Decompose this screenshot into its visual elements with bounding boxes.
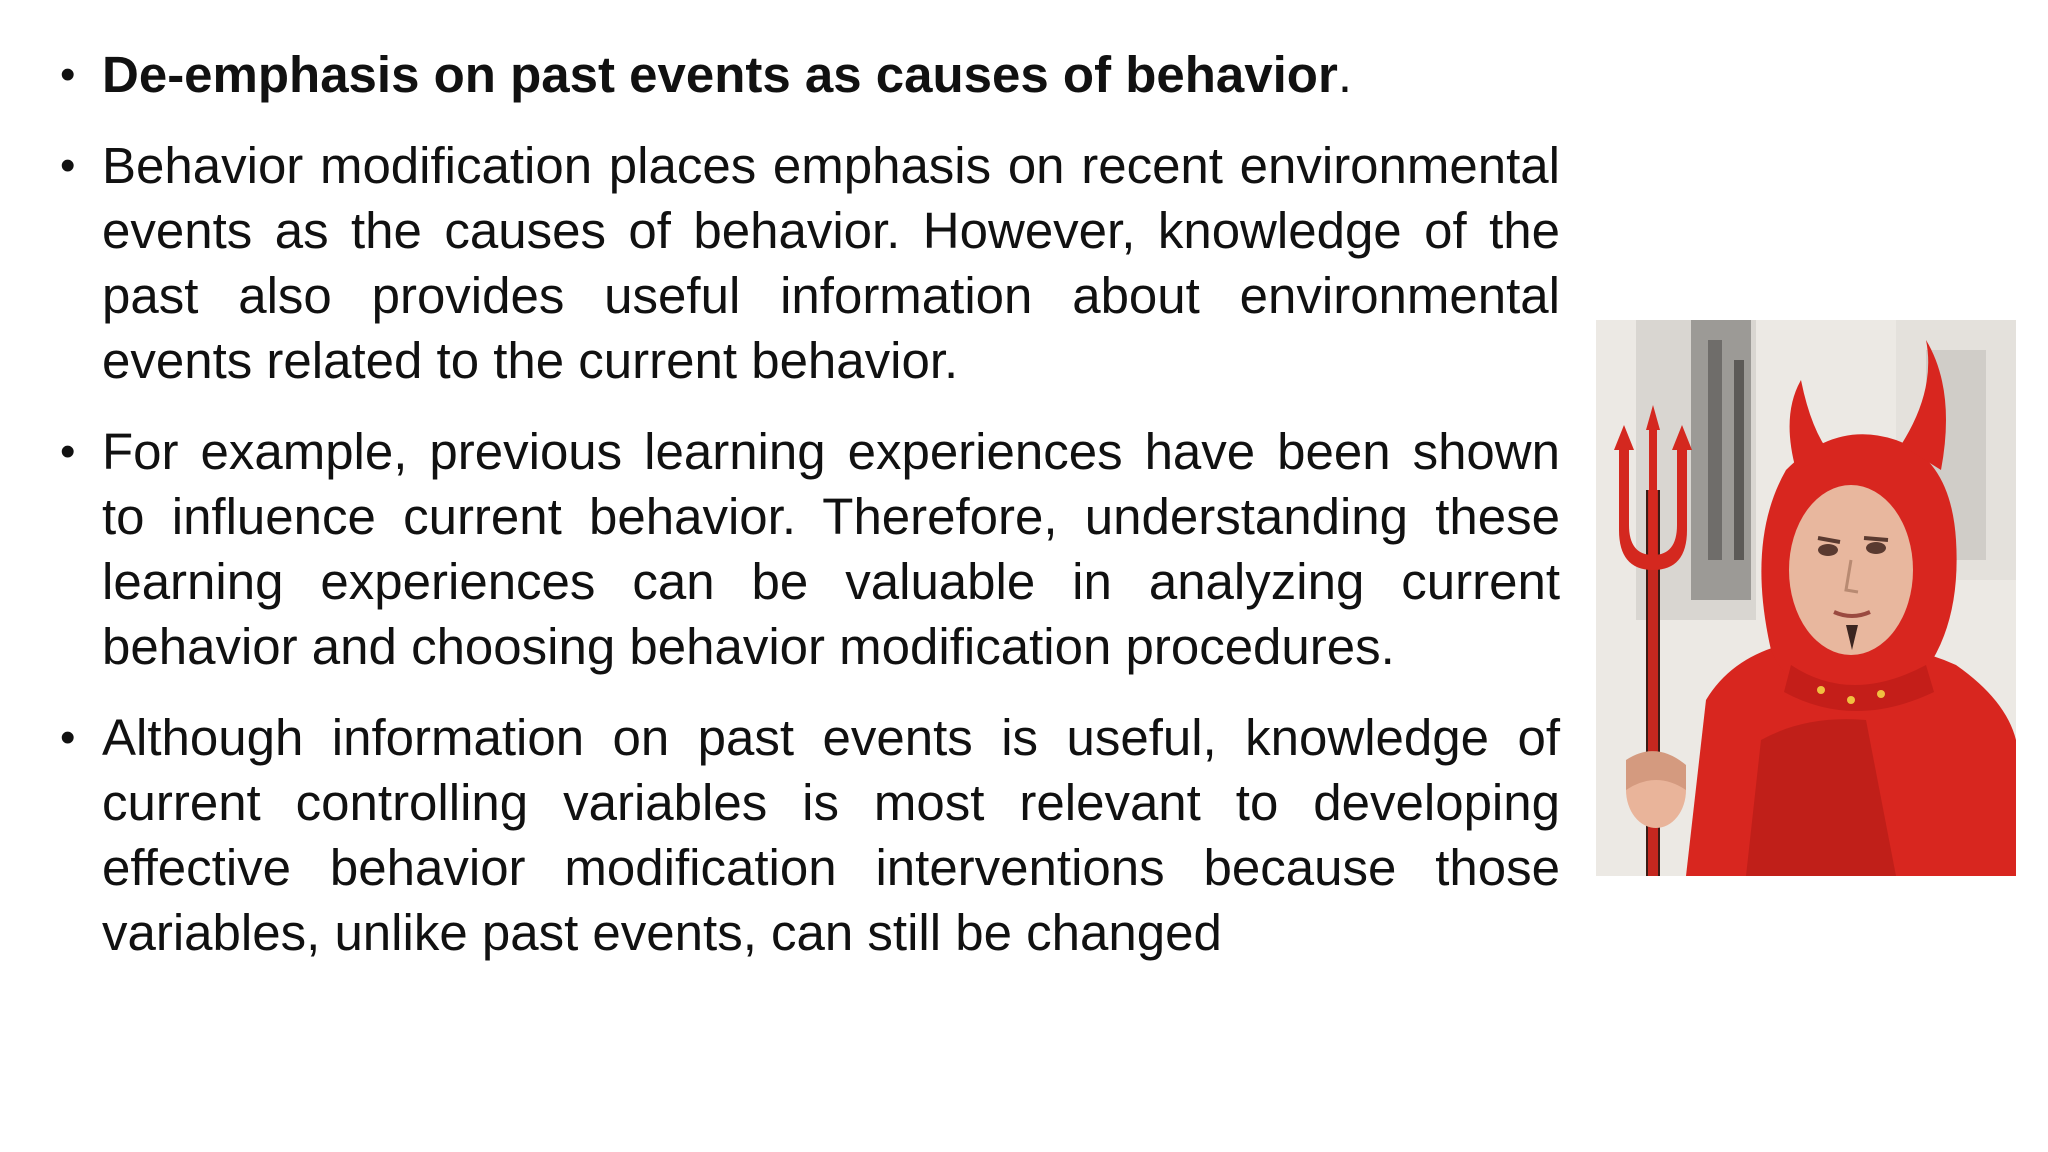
bullet-text: Although information on past events is useful, knowledge of current controlling variables is most relevant to developing effective behavior modification interventions because those variables, unlike past events, can still be changed <box>102 709 1560 961</box>
bullet-item <box>60 42 1560 107</box>
bullet-list <box>60 42 1560 991</box>
bullet-item <box>60 705 1560 965</box>
bullet-item <box>60 133 1560 393</box>
bullet-item <box>60 419 1560 679</box>
bullet-dot: • <box>60 427 76 476</box>
bullet-heading-period: . <box>1337 46 1352 103</box>
bullet-dot: • <box>60 141 76 190</box>
bullet-heading: De-emphasis on past events as causes of behavior <box>102 46 1338 103</box>
bullet-text: Behavior modification places emphasis on recent environmental events as the causes of behavior. However, knowledge of the past also provides useful information about environmental events related to the current behavior. <box>102 137 1560 389</box>
devil-costume-illustration <box>1596 320 2016 876</box>
bullet-dot: • <box>60 50 76 99</box>
bullet-dot: • <box>60 713 76 762</box>
bullet-text: For example, previous learning experiences have been shown to influence current behavior. Therefore, understanding these learning experiences can be valuable in analyzing current behavior and choosing behavior modification procedures. <box>102 423 1560 675</box>
devil-costume-photo <box>1596 320 2016 876</box>
